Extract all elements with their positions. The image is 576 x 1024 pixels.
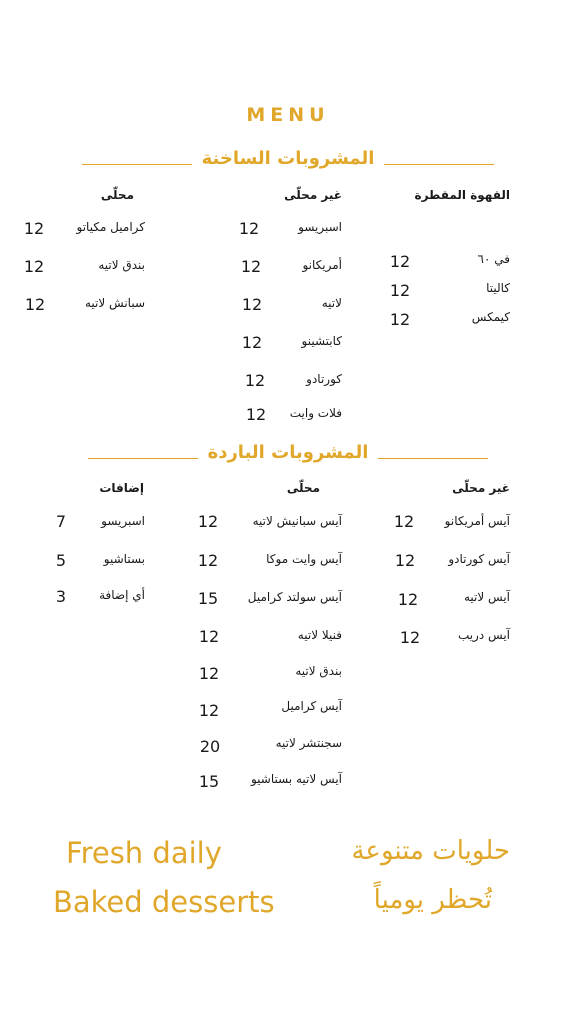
hot-col-drip-header: القهوة المقطرة <box>414 188 510 202</box>
menu-item-name: بندق لاتيه <box>295 664 342 678</box>
menu-item-name: فلات وايت <box>289 406 342 420</box>
hot-drinks-title: المشروبات الساخنة <box>201 147 375 169</box>
menu-item-name: اسبريسو <box>101 514 145 528</box>
menu-item-name: سبانش لاتيه <box>84 296 145 310</box>
menu-item-price: 7 <box>55 512 67 531</box>
menu-item-price: 12 <box>24 295 46 314</box>
menu-item-price: 12 <box>23 219 45 238</box>
menu-item-name: كراميل مكياتو <box>76 220 145 234</box>
heading-rule-right <box>378 458 488 459</box>
menu-item-name: آيس أمريكانو <box>444 514 510 528</box>
menu-item-name: كابتشينو <box>301 334 342 348</box>
menu-item-name: آيس لاتيه <box>463 590 510 604</box>
menu-item-price: 5 <box>55 551 67 570</box>
menu-item-price: 12 <box>240 257 262 276</box>
heading-rule-left <box>88 458 198 459</box>
menu-item-price: 15 <box>197 589 219 608</box>
menu-item-name: بندق لاتيه <box>98 258 145 272</box>
menu-item-price: 12 <box>393 512 415 531</box>
menu-item-price: 12 <box>389 310 411 329</box>
menu-item-name: كيمكس <box>471 310 510 324</box>
menu-item-price: 12 <box>238 219 260 238</box>
heading-rule-left <box>82 164 192 165</box>
menu-item-price: 12 <box>389 252 411 271</box>
menu-item-price: 12 <box>244 371 266 390</box>
menu-item-name: آيس كراميل <box>281 699 342 713</box>
menu-item-name: في ٦٠ <box>477 252 510 266</box>
menu-item-price: 12 <box>241 333 263 352</box>
cold-col-unsweetened-header: غير محلّى <box>452 481 510 495</box>
menu-item-price: 12 <box>197 551 219 570</box>
menu-item-name: أمريكانو <box>302 258 342 272</box>
cold-drinks-title: المشروبات الباردة <box>207 441 369 463</box>
menu-item-price: 3 <box>55 587 67 606</box>
heading-rule-right <box>384 164 494 165</box>
menu-item-name: آيس سولتد كراميل <box>247 590 342 604</box>
menu-item-price: 20 <box>199 737 221 756</box>
menu-item-price: 12 <box>241 295 263 314</box>
menu-item-price: 12 <box>245 405 267 424</box>
footer-ar-line2: تُحظر يومياً <box>373 885 492 915</box>
footer-ar-line1: حلويات متنوعة <box>351 836 510 866</box>
menu-item-price: 12 <box>399 628 421 647</box>
menu-item-name: بستاشيو <box>103 552 145 566</box>
hot-drinks-heading <box>0 145 576 171</box>
menu-item-price: 12 <box>198 664 220 683</box>
menu-item-name: آيس سبانيش لاتيه <box>252 514 342 528</box>
menu-item-price: 12 <box>389 281 411 300</box>
menu-item-price: 12 <box>397 590 419 609</box>
footer-en-line1: Fresh daily <box>66 836 222 870</box>
menu-item-price: 12 <box>394 551 416 570</box>
menu-item-name: أي إضافة <box>99 588 145 602</box>
menu-item-price: 12 <box>23 257 45 276</box>
menu-title: MENU <box>246 104 330 126</box>
hot-col-sweetened-header: محلّى <box>100 188 134 202</box>
menu-item-name: كاليتا <box>486 281 510 295</box>
menu-item-name: آيس وايت موكا <box>266 552 342 566</box>
menu-item-price: 15 <box>198 772 220 791</box>
cold-drinks-heading <box>0 439 576 465</box>
menu-item-name: اسبريسو <box>298 220 342 234</box>
cold-col-sweetened-header: محلّى <box>286 481 320 495</box>
footer-en-line2: Baked desserts <box>53 885 275 919</box>
menu-item-name: آيس دريب <box>457 628 510 642</box>
menu-item-name: فنيلا لاتيه <box>297 628 342 642</box>
cold-col-extras-header: إضافات <box>99 481 144 495</box>
menu-item-name: سجنتشر لاتيه <box>275 736 342 750</box>
hot-col-unsweetened-header: غير محلّى <box>284 188 342 202</box>
menu-item-price: 12 <box>198 627 220 646</box>
menu-item-name: آيس لاتيه بستاشيو <box>250 772 342 786</box>
menu-item-price: 12 <box>197 512 219 531</box>
menu-item-name: كورتادو <box>306 372 342 386</box>
menu-item-name: آيس كورتادو <box>448 552 510 566</box>
menu-item-name: لاتيه <box>321 296 342 310</box>
menu-item-price: 12 <box>198 701 220 720</box>
